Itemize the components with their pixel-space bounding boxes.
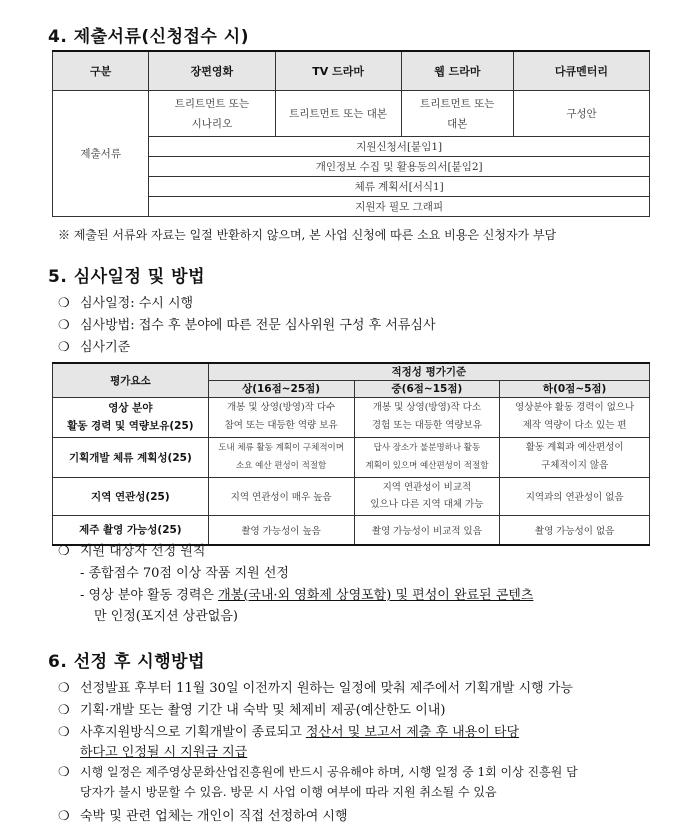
- doc-common-4: 지원자 필모 그래피: [149, 197, 650, 217]
- criteria-filming-mid: 촬영 가능성이 비교적 있음: [354, 515, 500, 545]
- criteria-plan-low: 활동 계획과 예산편성이 구체적이지 않음: [500, 437, 650, 477]
- review-method-text: 심사방법: 접수 후 분야에 따른 전문 심사위원 구성 후 서류심사: [80, 318, 436, 333]
- criteria-filming-label: 제주 촬영 가능성(25): [53, 515, 209, 545]
- criteria-plan-high: 도내 체류 활동 계획이 구체적이며 소요 예산 편성이 적절함: [208, 437, 354, 477]
- header-evaluation-element: 평가요소: [53, 363, 209, 397]
- selection-score-item: - 종합점수 70점 이상 작품 지원 선정: [80, 566, 289, 581]
- implementation-text-3-underlined: 정산서 및 보고서 제출 후 내용이 타당: [305, 725, 520, 740]
- criteria-filming-high: 촬영 가능성이 높음: [208, 515, 354, 545]
- implementation-text-4: 시행 일정은 제주영상문화산업진흥원에 반드시 공유해야 하며, 시행 일정 중 1회 이상 진흥원 담: [80, 765, 578, 779]
- header-level-high: 상(16점~25점): [208, 380, 354, 397]
- criteria-experience-label: 영상 분야 활동 경력 및 역량보유(25): [53, 397, 209, 437]
- section-5-title: 5. 심사일정 및 방법: [48, 267, 205, 287]
- bullet-icon: ❍: [58, 681, 70, 696]
- criteria-region-low: 지역과의 연관성이 없음: [500, 477, 650, 515]
- section-6-title: 6. 선정 후 시행방법: [48, 652, 205, 672]
- doc-documentary: 구성안: [513, 91, 649, 137]
- criteria-experience-low: 영상분야 활동 경력이 없으나 제작 역량이 다소 있는 편: [500, 397, 650, 437]
- header-tv-drama: TV 드라마: [275, 51, 401, 91]
- criteria-experience-mid: 개봉 및 상영(방영)작 다소 경험 또는 대등한 역량보유: [354, 397, 500, 437]
- bullet-icon: ❍: [58, 318, 70, 333]
- header-adequacy-criteria: 적정성 평가기준: [208, 363, 649, 380]
- bullet-icon: ❍: [58, 544, 70, 559]
- header-category: 구분: [53, 51, 149, 91]
- bullet-icon: ❍: [58, 809, 70, 824]
- doc-tv-drama: 트리트먼트 또는 대본: [275, 91, 401, 137]
- header-level-mid: 중(6점~15점): [354, 380, 500, 397]
- doc-common-1: 지원신청서[붙임1]: [149, 137, 650, 157]
- implementation-item-2: [58, 699, 445, 718]
- selection-experience-item: [80, 584, 533, 603]
- doc-feature-film: 트리트먼트 또는 시나리오: [149, 91, 275, 137]
- implementation-item-3: [58, 721, 519, 740]
- implementation-text-2: 기획·개발 또는 촬영 기간 내 숙박 및 체제비 제공(예산한도 이내): [80, 703, 446, 718]
- review-method-item: [58, 314, 436, 333]
- doc-common-3: 체류 계획서[서식1]: [149, 177, 650, 197]
- criteria-plan-label: 기획개발 체류 계획성(25): [53, 437, 209, 477]
- implementation-item-4: [58, 763, 578, 780]
- review-schedule-text: 심사일정: 수시 시행: [80, 296, 194, 311]
- bullet-icon: ❍: [58, 703, 70, 718]
- review-criteria-text: 심사기준: [80, 340, 131, 355]
- implementation-item-5: [58, 805, 348, 824]
- selection-principle-text: 지원 대상자 선정 원칙: [80, 544, 206, 559]
- submission-note: ※ 제출된 서류와 자료는 일절 반환하지 않으며, 본 사업 신청에 따른 소요 비용은 신청자가 부담: [58, 228, 557, 242]
- header-documentary: 다큐멘터리: [513, 51, 649, 91]
- criteria-plan-mid: 답사 장소가 불분명하나 활동 계획이 있으며 예산편성이 적절함: [354, 437, 500, 477]
- doc-web-drama: 트리트먼트 또는 대본: [401, 91, 513, 137]
- doc-common-2: 개인정보 수집 및 활용동의서[붙임2]: [149, 157, 650, 177]
- row-label-documents: 제출서류: [53, 91, 149, 217]
- implementation-text-5: 숙박 및 관련 업체는 개인이 직접 선정하여 시행: [80, 809, 348, 824]
- implementation-text-1: 선정발표 후부터 11월 30일 이전까지 원하는 일정에 맞춰 제주에서 기획개발 시행 가능: [80, 681, 573, 696]
- header-feature-film: 장편영화: [149, 51, 275, 91]
- criteria-experience-high: 개봉 및 상영(방영)작 다수 참여 또는 대등한 역량 보유: [208, 397, 354, 437]
- implementation-item-3-cont: 하다고 인정될 시 지원금 지급: [80, 745, 248, 760]
- section-4-title: 4. 제출서류(신청접수 시): [48, 27, 249, 47]
- submission-documents-table: [52, 50, 650, 217]
- bullet-icon: ❍: [58, 340, 70, 355]
- criteria-region-label: 지역 연관성(25): [53, 477, 209, 515]
- bullet-icon: ❍: [58, 765, 70, 780]
- criteria-region-high: 지역 연관성이 매우 높음: [208, 477, 354, 515]
- review-schedule-item: [58, 292, 193, 311]
- evaluation-criteria-table: [52, 362, 650, 546]
- implementation-item-4-cont: 당자가 불시 방문할 수 있음. 방문 시 사업 이행 여부에 따라 지원 취소될 수 있음: [80, 785, 497, 799]
- implementation-text-3: 사후지원방식으로 기획개발이 종료되고: [80, 725, 306, 740]
- review-criteria-item: [58, 336, 130, 355]
- selection-principle-item: [58, 540, 205, 559]
- criteria-region-mid: 지역 연관성이 비교적 있으나 다른 지역 대체 가능: [354, 477, 500, 515]
- criteria-filming-low: 촬영 가능성이 없음: [500, 515, 650, 545]
- bullet-icon: ❍: [58, 296, 70, 311]
- implementation-item-1: [58, 677, 573, 696]
- header-web-drama: 웹 드라마: [401, 51, 513, 91]
- selection-experience-text: - 영상 분야 활동 경력은: [80, 588, 219, 603]
- header-level-low: 하(0점~5점): [500, 380, 650, 397]
- bullet-icon: ❍: [58, 725, 70, 740]
- selection-experience-underlined: 개봉(국내·외 영화제 상영포함) 및 편성이 완료된 콘텐츠: [218, 588, 534, 603]
- selection-experience-cont: 만 인정(포지션 상관없음): [94, 609, 238, 624]
